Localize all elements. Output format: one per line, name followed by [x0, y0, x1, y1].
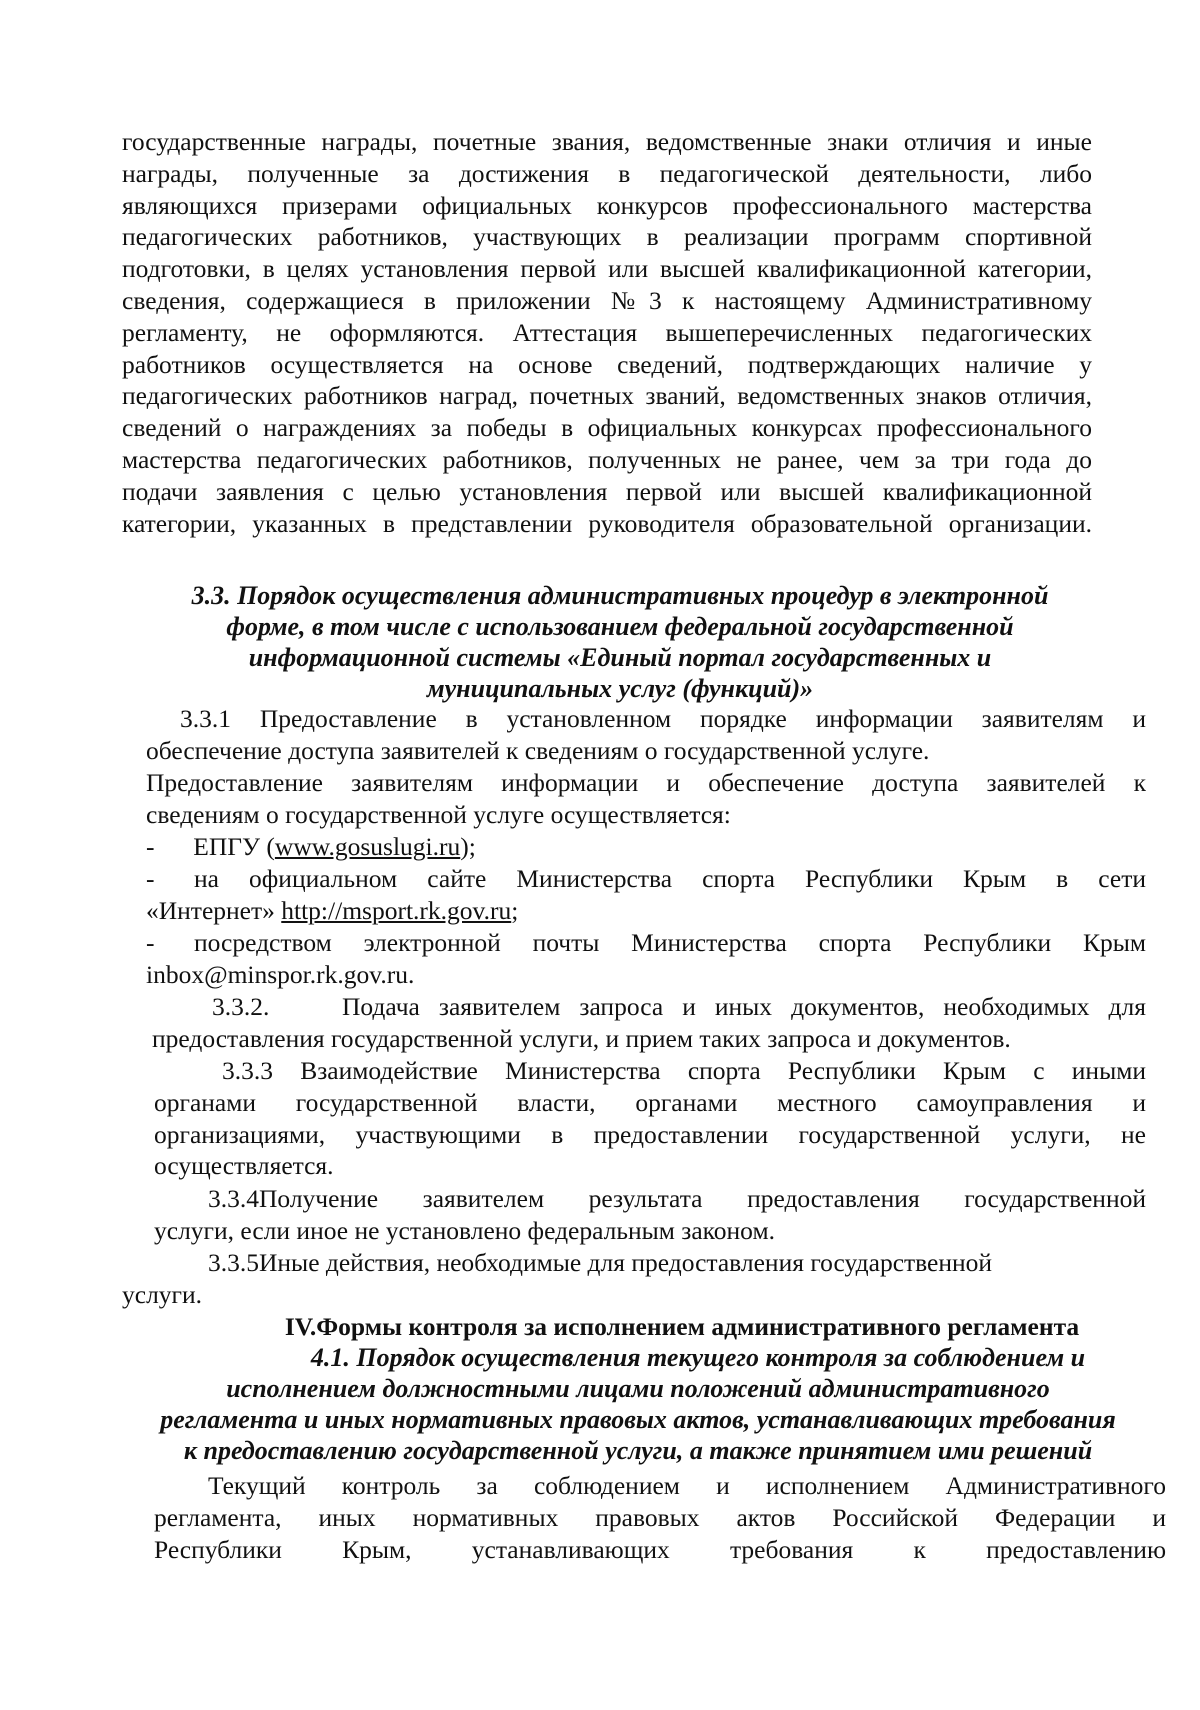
text-line: мастерства педагогических работников, полученных не ранее, чем за три года до	[122, 444, 1092, 474]
text-line: являющихся призерами официальных конкурсов профессионального мастерства	[122, 190, 1092, 220]
text-line: регламента, иных нормативных правовых актов Российской Федерации и	[154, 1502, 1166, 1532]
heading-text: IV.Формы контроля за исполнением административного регламента	[284, 1312, 1080, 1341]
bullet-dash: -	[146, 832, 155, 861]
heading-line: исполнением должностными лицами положений административного	[226, 1374, 1050, 1403]
msport-link[interactable]: http://msport.rk.gov.ru	[281, 895, 512, 925]
bullet-text: ЕПГУ (	[193, 832, 275, 861]
paragraph-provision	[146, 767, 1146, 831]
paragraph-awards	[122, 126, 1092, 539]
section-heading-4-1	[118, 1342, 1158, 1466]
bullet-text: ;	[511, 895, 519, 925]
text-line: 3.3.4Получение заявителем результата предоставления государственной	[208, 1184, 1146, 1213]
paragraph-current-control	[154, 1470, 1166, 1565]
text-line: посредством электронной почты Министерства спорта Республики Крым	[194, 928, 1146, 957]
text-line: сведениям о государственной услуге осуществляется:	[146, 799, 731, 829]
section-heading-3-3	[170, 580, 1070, 704]
text-line: педагогических работников наград, почетных званий, ведомственных знаков отличия,	[122, 381, 1092, 411]
bullet-epgu	[146, 831, 1146, 863]
heading-line: информационной системы «Единый портал государственных и	[248, 643, 992, 672]
text-line: обеспечение доступа заявителей к сведениям о государственной услуге.	[146, 735, 930, 765]
text-line: подачи заявления с целью установления первой или высшей квалификационной	[122, 476, 1092, 506]
text-line: сведений о награждениях за победы в официальных конкурсах профессионального	[122, 413, 1092, 443]
text-line: Текущий контроль за соблюдением и исполнением Административного	[208, 1471, 1166, 1500]
email-address[interactable]: inbox@minspor.rk.gov.ru.	[146, 959, 415, 989]
text-line: организациями, участвующими в предоставлении государственной услуги, не	[154, 1119, 1146, 1149]
bullet-text: «Интернет»	[146, 895, 282, 925]
text-line: государственные награды, почетные звания, ведомственные знаки отличия и иные	[122, 127, 1092, 156]
text-line: 3.3.1 Предоставление в установленном порядке информации заявителям и	[180, 704, 1146, 733]
heading-line: 3.3. Порядок осуществления административных процедур в электронной	[191, 581, 1049, 610]
text-line: работников осуществляется на основе сведений, подтверждающих наличие у	[122, 349, 1092, 379]
text-line: педагогических работников, участвующих в реализации программ спортивной	[122, 222, 1092, 252]
text-line: услуги.	[122, 1279, 203, 1309]
text-line: регламенту, не оформляются. Аттестация вышеперечисленных педагогических	[122, 317, 1092, 347]
gosuslugi-link[interactable]: www.gosuslugi.ru	[274, 832, 461, 861]
heading-line: к предоставлению государственной услуги, а также принятием ими решений	[183, 1436, 1093, 1465]
bullet-dash: -	[146, 928, 155, 957]
text-line: Республики Крым, устанавливающих требования к предоставлению	[154, 1534, 1166, 1564]
paragraph-3-3-3	[154, 1055, 1146, 1182]
text-line: 3.3.5Иные действия, необходимые для предоставления государственной	[208, 1248, 993, 1277]
paragraph-3-3-1	[146, 703, 1146, 767]
paragraph-3-3-4	[154, 1183, 1146, 1247]
text-line: награды, полученные за достижения в педагогической деятельности, либо	[122, 158, 1092, 188]
text-line: Подача заявителем запроса и иных документов, необходимых для	[342, 992, 1146, 1021]
text-line: на официальном сайте Министерства спорта Республики Крым в сети	[194, 864, 1146, 893]
text-line: 3.3.3 Взаимодействие Министерства спорта Республики Крым с иными	[222, 1056, 1146, 1085]
bullet-text: );	[460, 832, 476, 861]
heading-line: муниципальных услуг (функций)»	[426, 674, 814, 703]
clause-number: 3.3.2.	[212, 992, 270, 1021]
text-line: органами государственной власти, органами местного самоуправления и	[154, 1087, 1146, 1117]
bullet-dash: -	[146, 864, 155, 893]
heading-line: 4.1. Порядок осуществления текущего контроля за соблюдением и	[310, 1343, 1086, 1372]
text-line: предоставления государственной услуги, и прием таких запроса и документов.	[152, 1023, 1011, 1053]
text-line: услуги, если иное не установлено федеральным законом.	[154, 1215, 775, 1245]
text-line: Предоставление заявителям информации и обеспечение доступа заявителей к	[146, 768, 1146, 797]
heading-line: форме, в том числе с использованием федеральной государственной	[226, 612, 1014, 641]
section-heading-IV	[160, 1311, 1120, 1343]
heading-line: регламента и иных нормативных правовых актов, устанавливающих требования	[160, 1405, 1116, 1434]
text-line: подготовки, в целях установления первой или высшей квалификационной категории,	[122, 254, 1092, 284]
text-line: осуществляется.	[154, 1151, 334, 1181]
text-line: сведения, содержащиеся в приложении №3 к настоящему Административному	[122, 285, 1092, 315]
paragraph-3-3-5	[122, 1247, 1122, 1311]
text-line: категории, указанных в представлении руководителя образовательной организации.	[122, 508, 1092, 538]
